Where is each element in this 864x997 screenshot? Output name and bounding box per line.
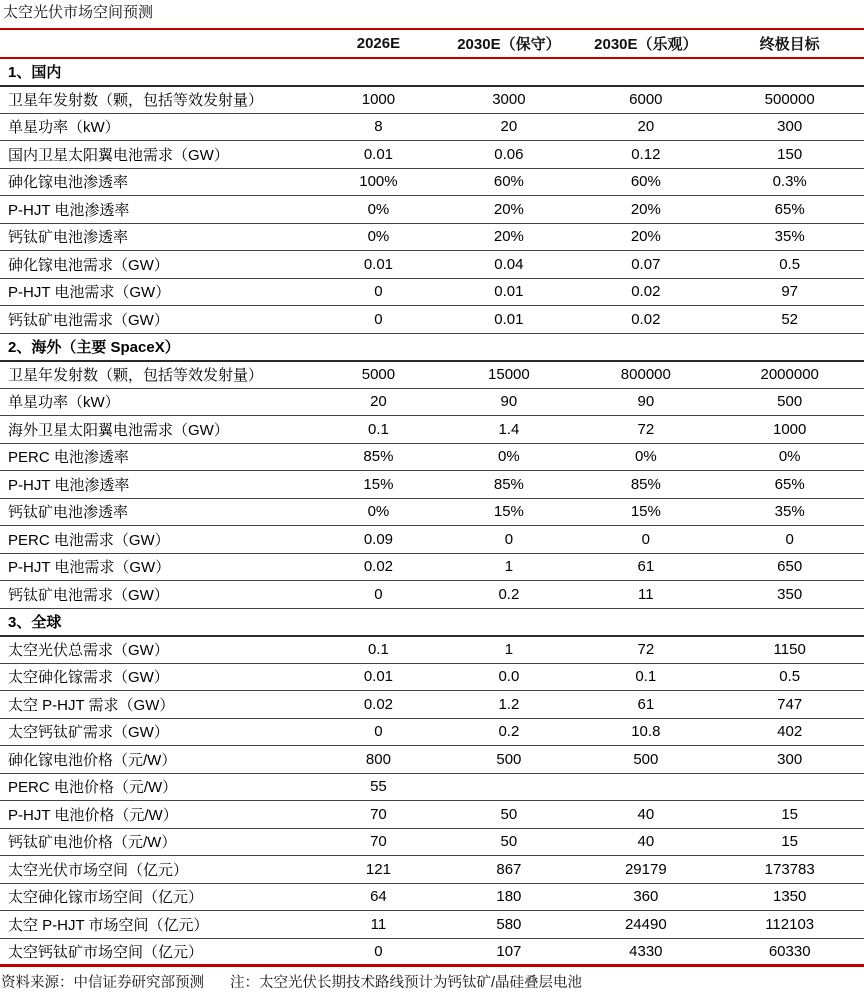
row-label: 钙钛矿电池渗透率: [8, 504, 129, 522]
value-cell: 650: [777, 558, 803, 576]
value-cell: 0%: [498, 448, 520, 466]
value-cell: 50: [500, 833, 518, 851]
value-cell: [576, 773, 715, 801]
value-cell: 0: [641, 530, 650, 548]
table-row: [0, 581, 864, 609]
value-cell: 500: [633, 750, 659, 768]
row-label: PERC 电池需求（GW）: [8, 531, 170, 549]
value-cell: 0%: [778, 448, 801, 466]
row-label: P-HJT 电池需求（GW）: [8, 559, 171, 577]
value-cell: 0.06: [494, 145, 524, 163]
value-cell: 15%: [493, 503, 524, 521]
value-cell: 0: [374, 942, 383, 960]
row-label: 太空钙钛矿市场空间（亿元）: [8, 943, 204, 961]
table-row: [0, 663, 864, 691]
value-cell: 8: [374, 118, 383, 136]
table-row: [0, 113, 864, 141]
value-cell: 580: [496, 915, 522, 933]
table-row: [0, 718, 864, 746]
value-cell: 11: [370, 915, 387, 933]
value-cell: 0: [374, 310, 383, 328]
table-row: [0, 856, 864, 884]
value-cell: 52: [781, 310, 799, 328]
value-cell: 800: [365, 750, 391, 768]
value-cell: 90: [637, 393, 655, 411]
row-label: 砷化镓电池价格（元/W）: [8, 751, 177, 769]
value-cell: 60%: [493, 173, 524, 191]
row-label: 海外卫星太阳翼电池需求（GW）: [8, 421, 229, 439]
value-cell: 35%: [774, 228, 805, 246]
value-cell: 100%: [359, 173, 398, 191]
row-label: P-HJT 电池渗透率: [8, 201, 130, 219]
table-row: [0, 526, 864, 554]
value-cell: 0.04: [494, 255, 524, 273]
row-label: 卫星年发射数（颗，包括等效发射量）: [8, 367, 264, 384]
value-cell: 173783: [764, 860, 815, 878]
row-label: 钙钛矿电池渗透率: [8, 229, 129, 247]
value-cell: 867: [496, 860, 522, 878]
value-cell: 15: [781, 805, 799, 823]
value-cell: [715, 773, 864, 801]
table-row: [0, 86, 864, 114]
value-cell: 0.1: [368, 641, 389, 658]
value-cell: 1000: [773, 420, 807, 438]
value-cell: 40: [637, 805, 655, 823]
value-cell: 0.09: [363, 530, 394, 548]
row-label: 太空钙钛矿需求（GW）: [8, 724, 169, 742]
technology-note: 注：太空光伏长期技术路线预计为钙钛矿/晶硅叠层电池: [230, 975, 583, 991]
row-label: 卫星年发射数（颗，包括等效发射量）: [8, 92, 264, 109]
value-cell: 11: [638, 585, 654, 603]
table-row: [0, 883, 864, 911]
row-label: 单星功率（kW）: [8, 119, 120, 137]
value-cell: 0.07: [631, 255, 661, 273]
value-cell: 29179: [624, 860, 667, 878]
value-cell: 20%: [630, 200, 661, 218]
value-cell: 85%: [493, 475, 524, 493]
value-cell: 90: [500, 393, 518, 411]
value-cell: 1000: [361, 91, 396, 108]
table-row: [0, 471, 864, 499]
value-cell: 0.5: [779, 255, 801, 273]
row-label: 钙钛矿电池需求（GW）: [8, 311, 169, 329]
value-cell: 15%: [630, 503, 661, 521]
value-cell: 6000: [629, 91, 663, 108]
value-cell: 0.0: [498, 668, 520, 686]
value-cell: 0%: [634, 448, 657, 466]
value-cell: 360: [633, 888, 659, 906]
table-row: [0, 223, 864, 251]
table-row: [0, 911, 864, 939]
table-row: [0, 801, 864, 829]
value-cell: 20: [370, 393, 387, 411]
value-cell: 0.2: [498, 585, 520, 603]
table-row: [0, 196, 864, 224]
value-cell: 350: [777, 585, 803, 603]
value-cell: 70: [370, 805, 387, 823]
value-cell: 61: [637, 695, 655, 713]
value-cell: 20%: [493, 200, 524, 218]
value-cell: 0.2: [498, 723, 520, 741]
value-cell: 747: [777, 695, 803, 713]
value-cell: 1.2: [498, 695, 520, 713]
value-cell: 50: [500, 805, 518, 823]
value-cell: 0: [504, 530, 514, 548]
value-cell: 40: [637, 833, 655, 851]
value-cell: 0%: [367, 200, 390, 218]
value-cell: 0.5: [779, 668, 801, 686]
table-title: 太空光伏市场空间预测: [0, 0, 864, 30]
value-cell: 0.02: [631, 310, 661, 328]
value-cell: 402: [777, 723, 803, 741]
value-cell: 0: [785, 530, 794, 548]
value-cell: 500: [496, 750, 522, 768]
section-row: [0, 58, 864, 86]
value-cell: 0: [374, 723, 383, 741]
value-cell: 180: [496, 888, 522, 906]
value-cell: 112103: [765, 915, 815, 933]
value-cell: 20: [500, 118, 518, 136]
value-cell: 1350: [773, 888, 807, 906]
table-row: [0, 691, 864, 719]
value-cell: 4330: [629, 942, 663, 960]
value-cell: 0.01: [363, 145, 394, 163]
row-label: 太空光伏市场空间（亿元）: [8, 861, 189, 879]
value-cell: 1150: [773, 641, 806, 658]
row-label: PERC 电池渗透率: [8, 449, 129, 467]
value-cell: 20: [637, 118, 655, 136]
value-cell: 0%: [367, 228, 390, 246]
value-cell: [442, 773, 577, 801]
value-cell: 0.01: [363, 255, 394, 273]
value-cell: 0%: [367, 503, 390, 521]
table-row: [0, 773, 864, 801]
value-cell: 20%: [630, 228, 661, 246]
value-cell: 15000: [488, 366, 530, 383]
value-cell: 0.01: [494, 310, 524, 328]
table-row: [0, 141, 864, 169]
column-header-2030e-conservative: 2030E（保守）: [457, 36, 561, 53]
value-cell: 500: [777, 393, 803, 411]
value-cell: 65%: [774, 200, 805, 218]
value-cell: 24490: [624, 915, 667, 933]
value-cell: 0.01: [494, 283, 524, 301]
table-row: [0, 361, 864, 389]
row-label: P-HJT 电池渗透率: [8, 476, 130, 494]
value-cell: 0: [374, 283, 383, 301]
row-label: PERC 电池价格（元/W）: [8, 779, 178, 797]
column-header-ultimate-goal: 终极目标: [759, 36, 820, 53]
table-row: [0, 746, 864, 774]
row-label: 钙钛矿电池需求（GW）: [8, 586, 169, 604]
table-row: [0, 636, 864, 664]
value-cell: 500000: [764, 91, 815, 108]
value-cell: 121: [365, 860, 391, 878]
table-row: [0, 553, 864, 581]
table-row: [0, 278, 864, 306]
value-cell: 0.1: [368, 420, 389, 438]
section-heading: 3、全球: [8, 614, 62, 631]
table-row: [0, 388, 864, 416]
value-cell: 72: [637, 641, 655, 658]
section-heading: 1、国内: [8, 64, 62, 82]
row-label: 国内卫星太阳翼电池需求（GW）: [8, 146, 229, 164]
footnote: [0, 967, 864, 993]
value-cell: 64: [370, 888, 387, 906]
row-label: 太空 P-HJT 需求（GW）: [8, 696, 175, 714]
value-cell: 0: [374, 585, 383, 603]
section-row: [0, 608, 864, 636]
value-cell: 1.4: [498, 420, 520, 438]
value-cell: 0.01: [363, 668, 394, 686]
row-label: 钙钛矿电池价格（元/W）: [8, 834, 177, 852]
value-cell: 1: [504, 641, 514, 658]
value-cell: 97: [781, 283, 799, 301]
header-row: [0, 30, 864, 58]
value-cell: 10.8: [631, 723, 661, 741]
row-label: 太空 P-HJT 市场空间（亿元）: [8, 916, 209, 934]
value-cell: 5000: [361, 366, 396, 383]
value-cell: 60330: [768, 942, 811, 960]
source-note: 资料来源：中信证券研究部预测: [1, 975, 204, 991]
table-row: [0, 306, 864, 334]
value-cell: 70: [370, 833, 387, 851]
value-cell: 72: [637, 420, 655, 438]
value-cell: 300: [777, 118, 803, 136]
value-cell: 55: [370, 778, 387, 796]
row-label: P-HJT 电池需求（GW）: [8, 284, 171, 302]
table-row: [0, 416, 864, 444]
value-cell: 20%: [493, 228, 524, 246]
value-cell: 3000: [492, 91, 526, 108]
row-label: 砷化镓电池渗透率: [8, 174, 129, 192]
value-cell: 0.02: [363, 558, 394, 576]
table-row: [0, 168, 864, 196]
row-label: 太空砷化镓市场空间（亿元）: [8, 889, 204, 907]
forecast-table: [0, 30, 864, 967]
header-empty-cell: [0, 30, 315, 58]
value-cell: 300: [777, 750, 803, 768]
row-label: 砷化镓电池需求（GW）: [8, 256, 169, 274]
column-header-2030e-optimistic: 2030E（乐观）: [594, 36, 698, 53]
row-label: 单星功率（kW）: [8, 394, 120, 412]
value-cell: 0.1: [635, 668, 657, 686]
value-cell: 0.12: [631, 145, 661, 163]
value-cell: 150: [777, 145, 803, 163]
value-cell: 15%: [363, 475, 394, 493]
value-cell: 15: [781, 833, 799, 851]
section-heading: 2、海外（主要 SpaceX）: [8, 339, 180, 356]
row-label: P-HJT 电池价格（元/W）: [8, 806, 178, 824]
section-row: [0, 333, 864, 361]
value-cell: 2000000: [760, 366, 819, 383]
value-cell: 107: [496, 942, 522, 960]
row-label: 太空砷化镓需求（GW）: [8, 669, 169, 687]
row-label: 太空光伏总需求（GW）: [8, 642, 169, 659]
table-row: [0, 938, 864, 966]
value-cell: 35%: [774, 503, 805, 521]
value-cell: 0.3%: [772, 173, 807, 191]
value-cell: 60%: [630, 173, 661, 191]
value-cell: 61: [637, 558, 655, 576]
value-cell: 85%: [363, 448, 394, 466]
table-row: [0, 443, 864, 471]
value-cell: 1: [504, 558, 514, 576]
value-cell: 0.02: [363, 695, 394, 713]
column-header-2026e: 2026E: [356, 35, 401, 52]
value-cell: 800000: [620, 366, 671, 383]
table-row: [0, 251, 864, 279]
table-row: [0, 498, 864, 526]
table-row: [0, 828, 864, 856]
value-cell: 65%: [774, 475, 805, 493]
value-cell: 85%: [630, 475, 661, 493]
value-cell: 0.02: [631, 283, 661, 301]
